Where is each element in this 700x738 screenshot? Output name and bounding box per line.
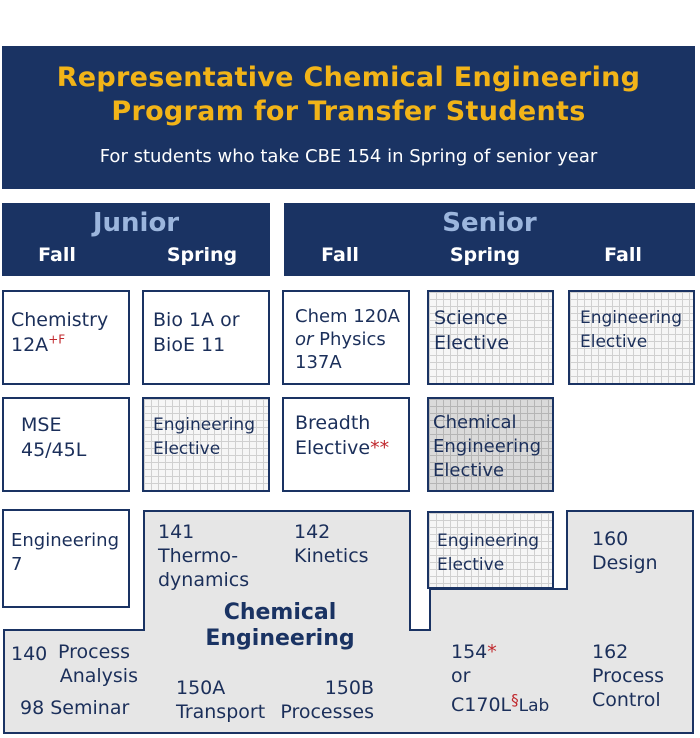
cbe-141 bbox=[158, 520, 249, 592]
c154-suffix: Lab bbox=[518, 696, 550, 716]
cbe-150a bbox=[176, 676, 265, 724]
course-cheme-elective bbox=[427, 397, 554, 492]
eng-elective-1-line2: Elective bbox=[580, 332, 648, 352]
science-elective-line2: Elective bbox=[434, 332, 510, 354]
eng-elective-1-line1: Engineering bbox=[580, 308, 682, 328]
c150b-num: 150B bbox=[324, 677, 374, 699]
eng-elective-2-line1: Engineering bbox=[153, 415, 255, 435]
c150a-num: 150A bbox=[176, 677, 226, 699]
breadth-line2: Elective bbox=[295, 437, 371, 459]
title-line-1: Representative Chemical Engineering bbox=[56, 62, 641, 93]
course-engineering-elective-2 bbox=[142, 397, 270, 492]
course-engineering-7 bbox=[2, 509, 130, 608]
mse45-line2: 45/45L bbox=[21, 439, 87, 461]
cbe-150b bbox=[278, 676, 374, 724]
cbe-162 bbox=[592, 640, 664, 712]
cheme-label-line1: Chemical bbox=[223, 600, 337, 625]
junior-year-label: Junior bbox=[92, 208, 180, 238]
course-science-elective bbox=[427, 290, 554, 385]
engineering7-line2: 7 bbox=[11, 554, 23, 575]
course-engineering-elective-1 bbox=[568, 290, 695, 385]
cbe-98 bbox=[20, 696, 129, 720]
c154-alt-mark: § bbox=[511, 691, 519, 709]
c141-num: 141 bbox=[158, 521, 195, 543]
c154-alt: C170L bbox=[451, 694, 512, 716]
science-elective-line1: Science bbox=[434, 307, 508, 329]
cheme-elective-line1: Chemical bbox=[433, 412, 517, 433]
c140-num: 140 bbox=[11, 643, 48, 665]
course-breadth-elective bbox=[282, 397, 410, 492]
c162-line2: Process bbox=[592, 665, 665, 687]
cheme-label-line2: Engineering bbox=[205, 626, 355, 651]
c150a-line2: Transport bbox=[176, 701, 266, 723]
chem120a-line3: 137A bbox=[295, 352, 342, 373]
c141-line3: dynamics bbox=[158, 569, 250, 591]
engineering7-line1: Engineering bbox=[11, 530, 119, 551]
cbe-154 bbox=[451, 640, 549, 718]
breadth-line1: Breadth bbox=[295, 412, 371, 434]
eng-elective-3-line2: Elective bbox=[437, 555, 505, 575]
c140-line2: Analysis bbox=[59, 665, 138, 687]
eng-elective-2-line2: Elective bbox=[153, 439, 221, 459]
junior-spring-label: Spring bbox=[166, 244, 238, 266]
course-mse-45 bbox=[2, 397, 130, 492]
eng-elective-3-line1: Engineering bbox=[437, 531, 539, 551]
c160-num: 160 bbox=[592, 528, 629, 550]
breadth-mark: ** bbox=[370, 437, 390, 459]
junior-fall-label: Fall bbox=[38, 244, 76, 266]
cbe-140-title bbox=[58, 640, 138, 688]
senior-year-label: Senior bbox=[442, 208, 537, 238]
c160-line2: Design bbox=[592, 552, 658, 574]
c98-num: 98 bbox=[20, 697, 45, 719]
c141-line2: Thermo- bbox=[158, 545, 239, 567]
c142-num: 142 bbox=[294, 521, 331, 543]
chem120a-line1: Chem 120A bbox=[295, 306, 400, 327]
course-chemistry-12a bbox=[2, 290, 130, 385]
cheme-region-label bbox=[170, 600, 390, 652]
bio1a-line2: BioE 11 bbox=[153, 334, 226, 356]
c140-line1: Process bbox=[58, 641, 131, 663]
cheme-elective-line2: Engineering bbox=[433, 436, 541, 457]
mse45-line1: MSE bbox=[21, 414, 62, 436]
course-engineering-elective-3 bbox=[427, 511, 554, 589]
c162-num: 162 bbox=[592, 641, 629, 663]
c154-mark: * bbox=[487, 641, 497, 663]
chem12a-line2: 12A bbox=[11, 334, 49, 356]
c98-line1: Seminar bbox=[50, 697, 130, 719]
course-chem-120a bbox=[282, 290, 410, 385]
c162-line3: Control bbox=[592, 689, 661, 711]
c150b-line2: Processes bbox=[280, 701, 374, 723]
chem12a-mark: +F bbox=[48, 332, 66, 347]
title-line-2: Program for Transfer Students bbox=[111, 96, 586, 127]
chem120a-line2: Physics bbox=[319, 329, 386, 350]
c154-num: 154 bbox=[451, 641, 488, 663]
cbe-142 bbox=[294, 520, 369, 568]
cheme-elective-line3: Elective bbox=[433, 460, 505, 481]
bio1a-line1: Bio 1A or bbox=[153, 309, 240, 331]
senior-spring-label: Spring bbox=[449, 244, 521, 266]
chem12a-line1: Chemistry bbox=[11, 309, 109, 331]
cbe-140 bbox=[11, 642, 47, 666]
chem120a-or: or bbox=[295, 329, 314, 350]
senior-fall-label: Fall bbox=[321, 244, 359, 266]
senior-fall2-label: Fall bbox=[604, 244, 642, 266]
subtitle: For students who take CBE 154 in Spring of senior year bbox=[99, 146, 598, 167]
cbe-160 bbox=[592, 527, 658, 575]
c154-or: or bbox=[451, 665, 471, 687]
course-bio-1a bbox=[142, 290, 270, 385]
c142-line2: Kinetics bbox=[294, 545, 369, 567]
